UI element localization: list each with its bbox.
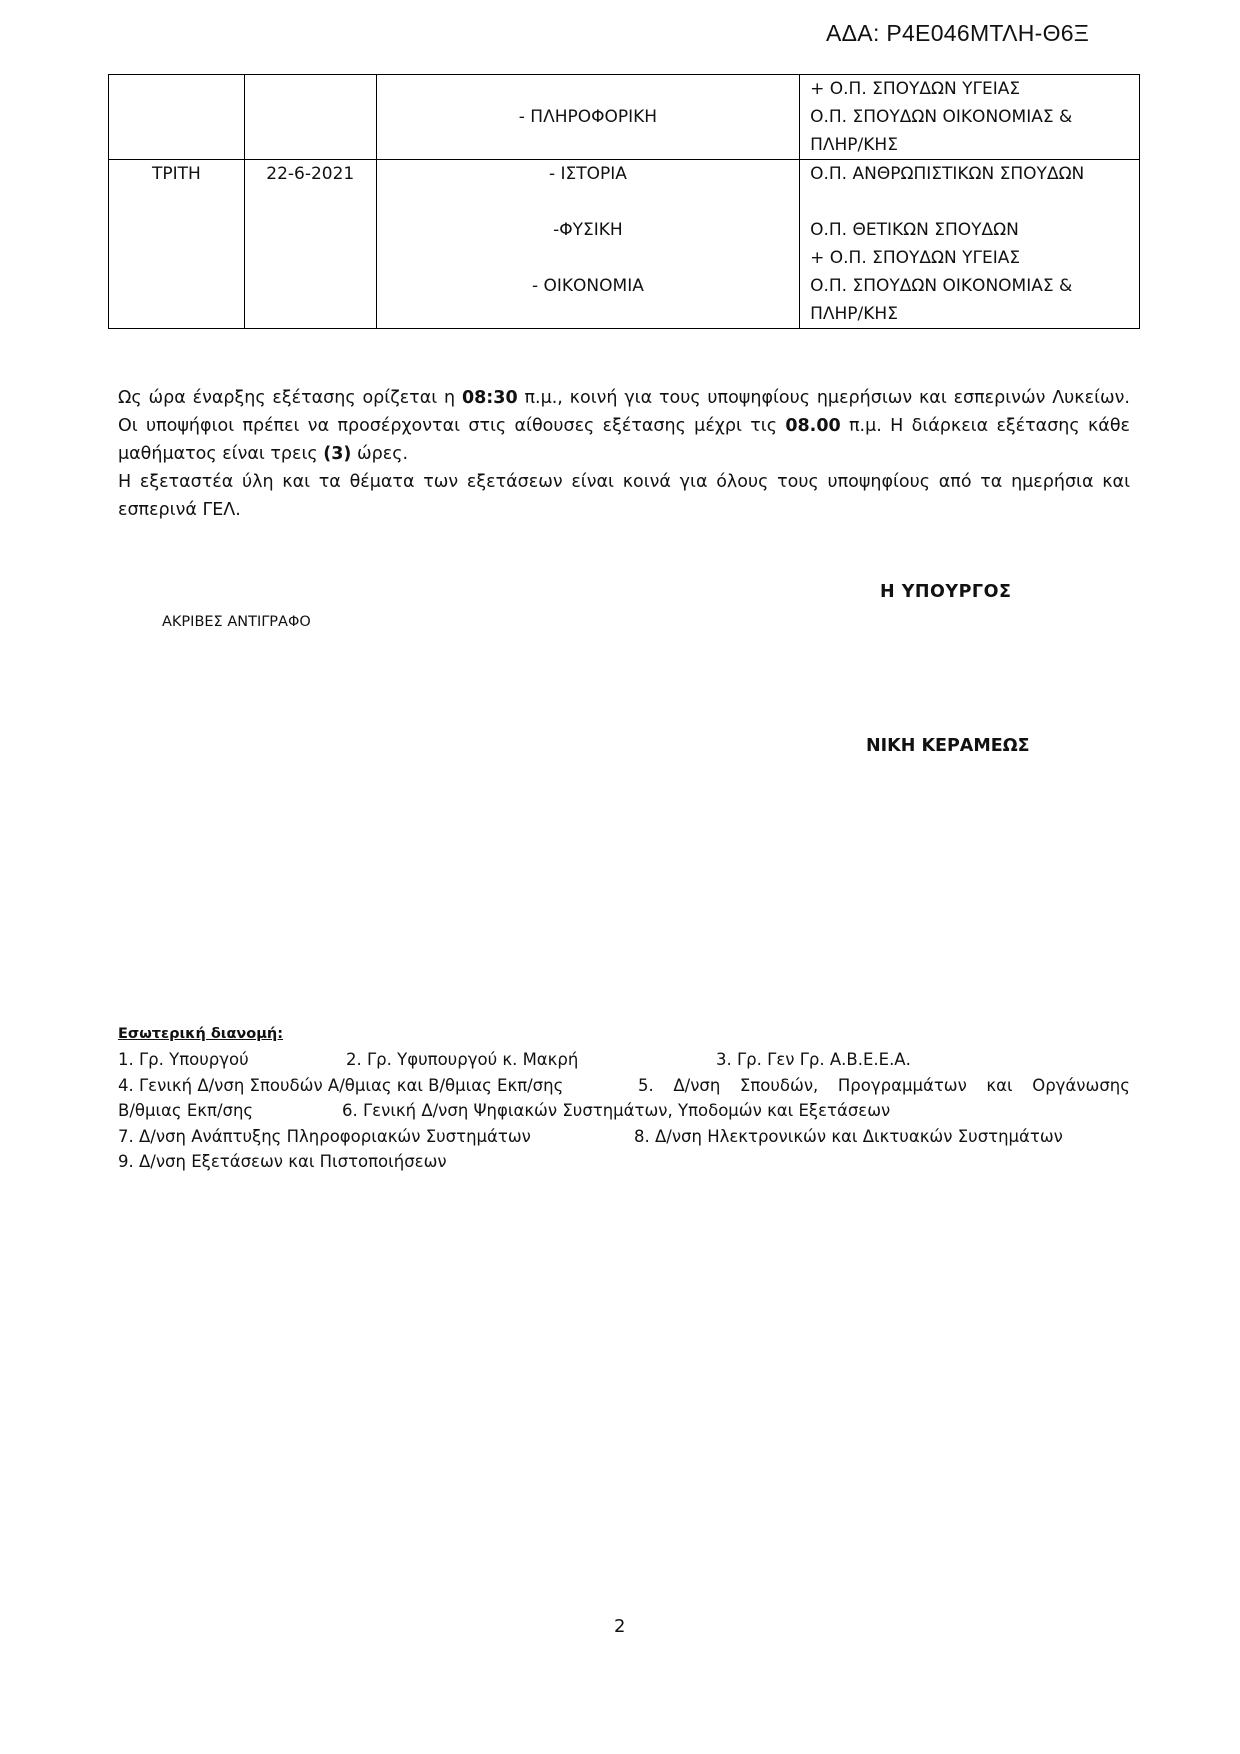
list-item: 8. Δ/νση Ηλεκτρονικών και Δικτυακών Συστημάτων [634,1127,1063,1146]
faculty-cell [800,160,1140,329]
subject-cell [376,75,799,160]
duration-hours: (3) [323,444,352,464]
list-item: 3. Γρ. Γεν Γρ. Α.Β.Ε.Ε.Α. [716,1050,911,1069]
table-row [109,75,1140,160]
date-cell: 22-6-2021 [244,160,376,329]
list-item: 1. Γρ. Υπουργού [118,1050,249,1069]
day-cell: ΤΡΙΤΗ [109,160,245,329]
subject-text: - ΙΣΤΟΡΙΑ [548,164,627,184]
arrival-time: 08.00 [785,416,841,436]
faculty-cell [800,75,1140,160]
certified-copy-note: ΑΚΡΙΒΕΣ ΑΝΤΙΓΡΑΦΟ [162,614,311,630]
faculty-text: Ο.Π. ΣΠΟΥΔΩΝ ΟΙΚΟΝΟΜΙΑΣ & [810,107,1073,127]
list-item: 5. Δ/νση Σπουδών, Προγραμμάτων και Οργάνωσης [638,1076,1130,1095]
syllabus-paragraph: Η εξεταστέα ύλη και τα θέματα των εξετάσεων είναι κοινά για όλους τους υποψηφίους από τα ημερήσια και εσπερινά ΓΕΛ. [118,472,1130,520]
list-item: 9. Δ/νση Εξετάσεων και Πιστοποιήσεων [118,1152,447,1171]
ada-code: ΑΔΑ: Ρ4Ε046ΜΤΛΗ-Θ6Ξ [826,20,1090,46]
list-item-continued: Β/θμιας Εκπ/σης [118,1101,254,1120]
exam-schedule-table [108,74,1140,329]
list-item: 4. Γενική Δ/νση Σπουδών Α/θμιας και Β/θμιας Εκπ/σης [118,1076,564,1095]
subject-text: - ΠΛΗΡΟΦΟΡΙΚΗ [518,107,658,127]
date-cell [244,75,376,160]
table-row [109,160,1140,329]
subject-text: - ΟΙΚΟΝΟΜΙΑ [531,276,644,296]
day-cell [109,75,245,160]
minister-title: Η ΥΠΟΥΡΓΟΣ [880,582,1012,602]
start-time: 08:30 [461,388,518,408]
faculty-text: Ο.Π. ΘΕΤΙΚΩΝ ΣΠΟΥΔΩΝ [810,220,1019,240]
faculty-text: ΠΛΗΡ/ΚΗΣ [810,135,898,155]
faculty-text: + Ο.Π. ΣΠΟΥΔΩΝ ΥΓΕΙΑΣ [810,248,1021,268]
distribution-title: Εσωτερική διανομή: [118,1026,284,1042]
subject-text: -ΦΥΣΙΚΗ [553,220,623,240]
subject-cell [376,160,799,329]
faculty-text: ΠΛΗΡ/ΚΗΣ [810,304,898,324]
page-number: 2 [614,1616,626,1637]
signer-name: ΝΙΚΗ ΚΕΡΑΜΕΩΣ [866,736,1030,756]
faculty-text: Ο.Π. ΣΠΟΥΔΩΝ ΟΙΚΟΝΟΜΙΑΣ & [810,276,1073,296]
list-item: 6. Γενική Δ/νση Ψηφιακών Συστημάτων, Υποδομών και Εξετάσεων [342,1101,891,1120]
list-item: 7. Δ/νση Ανάπτυξης Πληροφοριακών Συστημάτων [118,1127,531,1146]
faculty-text: Ο.Π. ΑΝΘΡΩΠΙΣΤΙΚΩΝ ΣΠΟΥΔΩΝ [810,164,1085,184]
exam-time-paragraph: Ως ώρα έναρξης εξέτασης ορίζεται η 08:30 π.μ., κοινή για τους υποψηφίους ημερήσιων και εσπερινών Λυκείων. Οι υποψήφιοι πρέπει να προσέρχονται στις αίθουσες εξέτασης μέχρι τις 08.00 π.μ. Η διάρκεια εξέτασης κάθε μαθήματος είναι τρεις (3) ώρες. [118,388,1130,464]
faculty-text: + Ο.Π. ΣΠΟΥΔΩΝ ΥΓΕΙΑΣ [810,79,1021,99]
list-item: 2. Γρ. Υφυπουργού κ. Μακρή [346,1050,579,1069]
